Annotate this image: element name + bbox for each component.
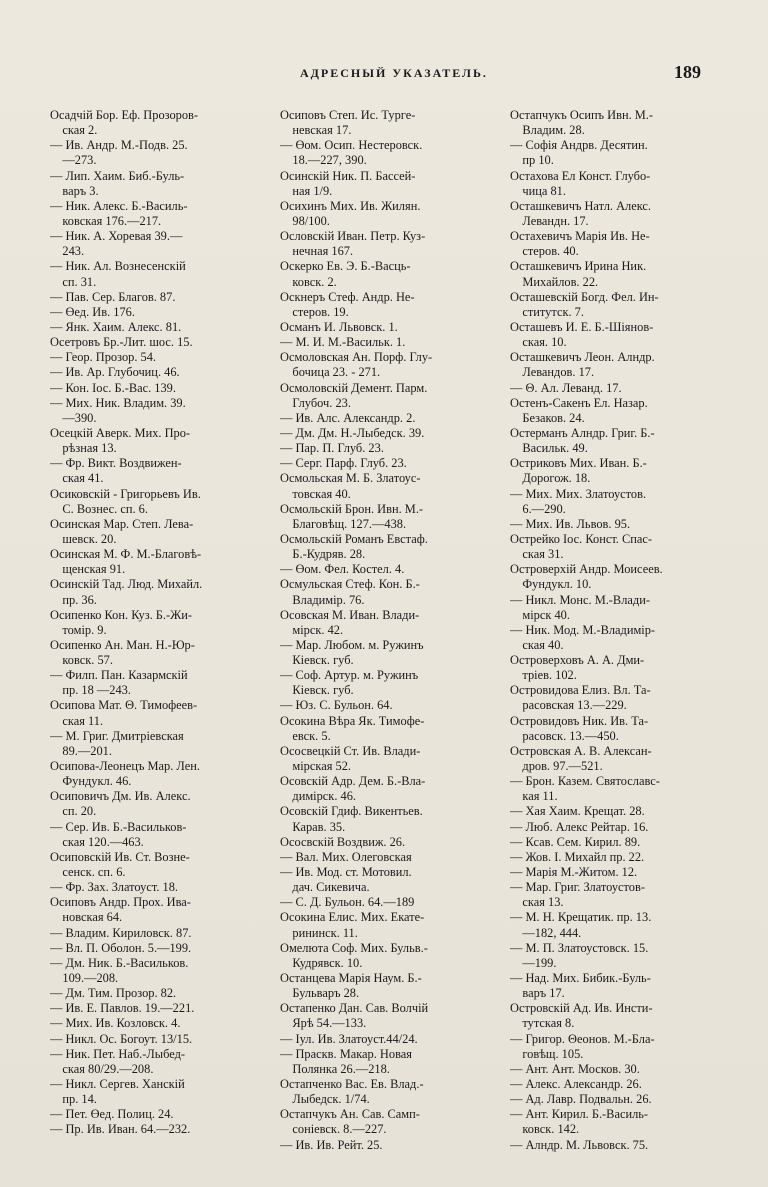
entry-line: — Пав. Сер. Благов. 87. <box>50 289 176 304</box>
entry-line: — Θ. Ал. Леванд. 17. <box>510 380 622 395</box>
entry-line: — Над. Мих. Бибик.-Буль- <box>510 971 651 986</box>
entry-line: Островидова Елиз. Вл. Та- <box>510 683 651 698</box>
entry-line: Осмольскій Брон. Ивн. М.- <box>280 501 424 516</box>
column-left <box>50 108 254 1138</box>
entry-line: ская 80/29.—208. <box>50 1061 154 1076</box>
entry-line: Остапченко Вас. Ев. Влад.- <box>280 1077 424 1091</box>
entry-line: говѣщ. 105. <box>510 1046 584 1061</box>
entry-line: мірск. 42. <box>280 622 344 637</box>
entry-line: Владим. 28. <box>510 123 585 138</box>
entry-line: — Алекс. Александр. 26. <box>510 1077 642 1091</box>
entry-line: — Вал. Мих. Олеговская <box>280 849 412 864</box>
entry-line: Левандов. 17. <box>510 365 595 380</box>
entry-line: Осинскій Ник. П. Бассей- <box>280 168 416 183</box>
entry-line: —390. <box>50 410 97 425</box>
entry-line: Осецкій Аверк. Мих. Про- <box>50 425 191 440</box>
entry-line: — Лип. Хаим. Биб.-Буль- <box>50 168 185 183</box>
entry-line: — Геор. Прозор. 54. <box>50 350 157 365</box>
entry-line: Дорогож. 18. <box>510 471 591 486</box>
entry-line: томір. 9. <box>50 622 107 637</box>
entry-line: ская 40. <box>510 637 564 652</box>
entry-line: Остриковъ Мих. Иван. Б.- <box>510 456 647 471</box>
entry-line: пр. 14. <box>50 1092 97 1107</box>
entry-line: Османъ И. Львовск. 1. <box>280 319 398 334</box>
entry-line: ская 13. <box>510 895 564 910</box>
entry-line: Осадчій Бор. Еф. Прозоров- <box>50 108 199 122</box>
entry-line: Полянка 26.—218. <box>280 1061 390 1076</box>
entry-line: — Янк. Хаим. Алекс. 81. <box>50 319 182 334</box>
entry-line: —182, 444. <box>510 925 582 940</box>
entry-line: Васильк. 49. <box>510 441 588 456</box>
entry-line: — Ник. Алекс. Б.-Василь- <box>50 198 188 213</box>
entry-line: Осмульская Стеф. Кон. Б.- <box>280 577 420 592</box>
entry-line: — Фр. Зах. Златоуст. 18. <box>50 880 179 895</box>
entry-line: сенск. сп. 6. <box>50 865 126 880</box>
entry-line: Осиповскій Ив. Ст. Возне- <box>50 849 190 864</box>
page-title: АДРЕСНЫЙ УКАЗАТЕЛЬ. <box>300 66 488 80</box>
entry-line: невская 17. <box>280 123 352 138</box>
entry-line: Островская А. В. Алексан- <box>510 743 652 758</box>
entry-line: Ососвскій Воздвиж. 26. <box>280 834 406 849</box>
entry-line: дров. 97.—521. <box>510 759 603 774</box>
entry-line: бочица 23. - 271. <box>280 365 381 380</box>
entry-line: Михайлов. 22. <box>510 274 599 289</box>
entry-line: — Праскв. Макар. Новая <box>280 1046 412 1061</box>
entry-line: Остахевичъ Марія Ив. Не- <box>510 229 650 244</box>
entry-line: тріев. 102. <box>510 668 577 683</box>
entry-line: варъ 3. <box>50 183 99 198</box>
entry-line: Оскнеръ Стеф. Андр. Не- <box>280 289 415 304</box>
entry-line: Осипенко Кон. Куз. Б.-Жи- <box>50 607 193 622</box>
entry-line: шевск. 20. <box>50 531 117 546</box>
page-header <box>0 62 768 90</box>
entry-line: чица 81. <box>510 183 566 198</box>
entry-line: — Ад. Лавр. Подвальн. 26. <box>510 1092 652 1107</box>
entry-line: Осташкевичъ Леон. Алндр. <box>510 350 655 365</box>
entry-line: 98/100. <box>280 213 330 228</box>
entry-line: — Мих. Мих. Златоустов. <box>510 486 647 501</box>
entry-line: сп. 31. <box>50 274 97 289</box>
entry-line: ковск. 142. <box>510 1122 580 1137</box>
entry-line: ститутск. 7. <box>510 304 584 319</box>
entry-line: сп. 20. <box>50 804 97 819</box>
entry-line: — Дм. Ник. Б.-Васильков. <box>50 955 189 970</box>
entry-line: Владимір. 76. <box>280 592 365 607</box>
entry-line: — Дм. Тим. Прозор. 82. <box>50 986 177 1001</box>
entry-line: Благовѣщ. 127.—438. <box>280 516 407 531</box>
entry-line: мірская 52. <box>280 759 351 774</box>
entry-line: — Пар. П. Глуб. 23. <box>280 441 384 456</box>
entry-line: Осетровъ Бр.-Лит. шос. 15. <box>50 335 193 350</box>
entry-line: Глубоч. 23. <box>280 395 351 410</box>
entry-line: рининск. 11. <box>280 925 358 940</box>
entry-line: — М. Н. Крещатик. пр. 13. <box>510 910 652 925</box>
entry-line: — Өед. Ив. 176. <box>50 304 135 319</box>
entry-line: Безаков. 24. <box>510 410 585 425</box>
entry-line: Остахова Ел Конст. Глубо- <box>510 168 651 183</box>
entry-line: 89.—201. <box>50 743 112 758</box>
entry-line: — Серг. Парф. Глуб. 23. <box>280 456 407 471</box>
entry-line: — Дм. Дм. Н.-Лыбедск. 39. <box>280 425 425 440</box>
entry-line: Осинскій Тад. Люд. Михайл. <box>50 577 203 592</box>
entry-line: Фундукл. 46. <box>50 774 132 789</box>
entry-line: мірск 40. <box>510 607 570 622</box>
entry-line: — М. Григ. Дмитріевская <box>50 728 184 743</box>
entry-line: — Фр. Викт. Воздвижен- <box>50 456 182 471</box>
entry-line: — Никл. Ос. Богоут. 13/15. <box>50 1031 193 1046</box>
entry-line: — Никл. Монс. М.-Влади- <box>510 592 650 607</box>
entry-line: ковск. 2. <box>280 274 337 289</box>
entry-line: Остапчукъ Осипъ Ивн. М.- <box>510 108 654 122</box>
entry-line: — Вл. П. Оболон. 5.—199. <box>50 940 192 955</box>
entry-line: Ососвецкій Ст. Ив. Влади- <box>280 743 421 758</box>
entry-line: Осмоловскій Демент. Парм. <box>280 380 428 395</box>
entry-line: ская 11. <box>50 713 104 728</box>
entry-line: — Ант. Ант. Москов. 30. <box>510 1061 640 1076</box>
entry-line: варъ 17. <box>510 986 565 1001</box>
entry-line: ная 1/9. <box>280 183 333 198</box>
entry-line: — Ив. Алс. Александр. 2. <box>280 410 416 425</box>
entry-line: Б.-Кудряв. 28. <box>280 547 366 562</box>
page-number: 189 <box>674 62 701 82</box>
entry-line: товская 40. <box>280 486 351 501</box>
entry-line: — Владим. Кириловск. 87. <box>50 925 192 940</box>
entry-line: расовск. 13.—450. <box>510 728 619 743</box>
entry-line: дач. Сикевича. <box>280 880 370 895</box>
entry-line: — Хая Хаим. Крещат. 28. <box>510 804 645 819</box>
entry-line: ская 41. <box>50 471 104 486</box>
entry-line: — Ксав. Сем. Кирил. 89. <box>510 834 641 849</box>
entry-line: — Ник. Ал. Вознесенскій <box>50 259 186 274</box>
entry-line: — Никл. Сергев. Ханскій <box>50 1077 185 1091</box>
entry-line: 6.—290. <box>510 501 566 516</box>
entry-line: тутская 8. <box>510 1016 575 1031</box>
entry-line: — Ив. Ар. Глубочиц. 46. <box>50 365 180 380</box>
entry-line: Осокина Елис. Мих. Екате- <box>280 910 425 925</box>
entry-line: 18.—227, 390. <box>280 153 367 168</box>
entry-line: пр 10. <box>510 153 554 168</box>
entry-line: — Пет. Өед. Полиц. 24. <box>50 1107 174 1122</box>
entry-line: Островскій Ад. Ив. Инсти- <box>510 1001 653 1016</box>
entry-line: Осиковскій - Григорьевъ Ив. <box>50 486 201 501</box>
entry-line: Осипова-Леонецъ Мар. Лен. <box>50 759 200 774</box>
entry-line: Кудрявск. 10. <box>280 955 363 970</box>
entry-line: Осиповъ Андр. Прох. Ива- <box>50 895 191 910</box>
entry-line: — Іул. Ив. Златоуст.44/24. <box>280 1031 418 1046</box>
entry-line: — Мих. Ив. Козловск. 4. <box>50 1016 181 1031</box>
entry-line: Левандн. 17. <box>510 213 589 228</box>
entry-line: — Ив. Андр. М.-Подв. 25. <box>50 138 188 153</box>
entry-line: Осовскій Гдиф. Викентьев. <box>280 804 423 819</box>
entry-line: — С. Д. Бульон. 64.—189 <box>280 895 415 910</box>
entry-line: ская 120.—463. <box>50 834 144 849</box>
entry-line: — Ник. А. Хоревая 39.— <box>50 229 183 244</box>
directory-columns <box>50 108 716 1152</box>
entry-line: ская 31. <box>510 547 564 562</box>
entry-line: — Өом. Фел. Костел. 4. <box>280 562 405 577</box>
entry-line: стеров. 19. <box>280 304 349 319</box>
entry-line: Ярѣ 54.—133. <box>280 1016 367 1031</box>
entry-line: — Юз. С. Бульон. 64. <box>280 698 393 713</box>
entry-line: Осовская М. Иван. Влади- <box>280 607 420 622</box>
entry-line: Остенъ-Сакенъ Ел. Назар. <box>510 395 648 410</box>
entry-line: Остапенко Дан. Сав. Волчій <box>280 1001 429 1016</box>
entry-line: — Ив. Ив. Рейт. 25. <box>280 1137 383 1152</box>
entry-line: — Пр. Ив. Иван. 64.—232. <box>50 1122 191 1137</box>
entry-line: Островерхій Андр. Моисеев. <box>510 562 663 577</box>
entry-line: — Ник. Пет. Наб.-Лыбед- <box>50 1046 186 1061</box>
entry-line: пр. 36. <box>50 592 97 607</box>
entry-line: Остапчукъ Ан. Сав. Самп- <box>280 1107 420 1122</box>
entry-line: — Люб. Алекс Рейтар. 16. <box>510 819 649 834</box>
entry-line: соніевск. 8.—227. <box>280 1122 387 1137</box>
entry-line: — Григор. Θеонов. М.-Бла- <box>510 1031 655 1046</box>
entry-line: —199. <box>510 955 557 970</box>
entry-line: — Ник. Мод. М.-Владимір- <box>510 622 656 637</box>
entry-line: Осокина Вѣра Як. Тимофе- <box>280 713 425 728</box>
entry-line: — Мих. Ив. Львов. 95. <box>510 516 631 531</box>
entry-line: — Жов. І. Михайл пр. 22. <box>510 849 645 864</box>
entry-line: Осташевъ И. Е. Б.-Шіянов- <box>510 319 654 334</box>
entry-line: — Мих. Ник. Владим. 39. <box>50 395 186 410</box>
entry-line: Осташевскій Богд. Фел. Ин- <box>510 289 659 304</box>
entry-line: Осиповъ Степ. Ис. Турге- <box>280 108 416 122</box>
entry-line: — М. П. Златоустовск. 15. <box>510 940 649 955</box>
entry-line: — М. И. М.-Васильк. 1. <box>280 335 406 350</box>
entry-line: — Ив. Е. Павлов. 19.—221. <box>50 1001 195 1016</box>
entry-line: ская 2. <box>50 123 98 138</box>
entry-line: пр. 18 —243. <box>50 683 131 698</box>
entry-line: — Софія Андрв. Десятин. <box>510 138 648 153</box>
entry-line: Осинская Мар. Степ. Лева- <box>50 516 194 531</box>
entry-line: — Кон. Іос. Б.-Вас. 139. <box>50 380 176 395</box>
entry-line: Лыбедск. 1/74. <box>280 1092 370 1107</box>
entry-line: Острейко Іос. Конст. Спас- <box>510 531 653 546</box>
entry-line: Осинская М. Ф. М.-Благовѣ- <box>50 547 202 562</box>
entry-line: Ословскій Иван. Петр. Куз- <box>280 229 426 244</box>
entry-line: нечная 167. <box>280 244 354 259</box>
entry-line: — Ант. Кирил. Б.-Василь- <box>510 1107 649 1122</box>
entry-line: Осихинъ Мих. Ив. Жилян. <box>280 198 421 213</box>
entry-line: — Алндр. М. Львовск. 75. <box>510 1137 649 1152</box>
entry-line: димірск. 46. <box>280 789 357 804</box>
entry-line: — Сер. Ив. Б.-Васильков- <box>50 819 187 834</box>
column-middle <box>280 108 484 1153</box>
entry-line: — Филп. Пан. Казармскій <box>50 668 188 683</box>
entry-line: — Мар. Григ. Златоустов- <box>510 880 645 895</box>
column-right <box>510 108 714 1153</box>
entry-line: Осташкевичъ Натл. Алекс. <box>510 198 652 213</box>
entry-line: ская. 10. <box>510 335 567 350</box>
entry-line: Оскерко Ев. Э. Б.-Васць- <box>280 259 411 274</box>
entry-line: Осиповичъ Дм. Ив. Алекс. <box>50 789 191 804</box>
entry-line: 109.—208. <box>50 971 119 986</box>
entry-line: Осмольская М. Б. Златоус- <box>280 471 421 486</box>
entry-line: стеров. 40. <box>510 244 579 259</box>
entry-line: — Соф. Артур. м. Ружинъ <box>280 668 419 683</box>
entry-line: Остерманъ Алндр. Григ. Б.- <box>510 425 655 440</box>
entry-line: Фундукл. 10. <box>510 577 592 592</box>
entry-line: — Марія М.-Житом. 12. <box>510 865 638 880</box>
entry-line: Осмоловская Ан. Порф. Глу- <box>280 350 433 365</box>
entry-line: Осмольскій Романъ Евстаф. <box>280 531 428 546</box>
entry-line: кая 11. <box>510 789 558 804</box>
entry-line: рѣзная 13. <box>50 441 117 456</box>
entry-line: Осипова Мат. Θ. Тимофеев- <box>50 698 198 713</box>
entry-line: — Мар. Любом. м. Ружинъ <box>280 637 424 652</box>
entry-line: Бульваръ 28. <box>280 986 360 1001</box>
entry-line: Островидовъ Ник. Ив. Та- <box>510 713 649 728</box>
entry-line: Осовскій Адр. Дем. Б.-Вла- <box>280 774 426 789</box>
entry-line: 243. <box>50 244 85 259</box>
entry-line: Кіевск. губ. <box>280 683 354 698</box>
entry-line: С. Вознес. сп. 6. <box>50 501 148 516</box>
entry-line: —273. <box>50 153 97 168</box>
entry-line: — Ив. Мод. ст. Мотовил. <box>280 865 412 880</box>
entry-line: ковская 176.—217. <box>50 213 162 228</box>
entry-line: Останцева Марія Наум. Б.- <box>280 971 422 986</box>
entry-line: новская 64. <box>50 910 123 925</box>
entry-line: Осташкевичъ Ирина Ник. <box>510 259 647 274</box>
entry-line: — Брон. Казем. Святославс- <box>510 774 660 789</box>
entry-line: Карав. 35. <box>280 819 346 834</box>
entry-line: расовская 13.—229. <box>510 698 627 713</box>
entry-line: евск. 5. <box>280 728 331 743</box>
entry-line: щенская 91. <box>50 562 126 577</box>
entry-line: Осипенко Ан. Ман. Н.-Юр- <box>50 637 195 652</box>
entry-line: Кіевск. губ. <box>280 653 354 668</box>
entry-line: ковск. 57. <box>50 653 113 668</box>
entry-line: Омелюта Соф. Мих. Бульв.- <box>280 940 428 955</box>
entry-line: — Өом. Осип. Нестеровск. <box>280 138 423 153</box>
entry-line: Островерховъ А. А. Дми- <box>510 653 645 668</box>
